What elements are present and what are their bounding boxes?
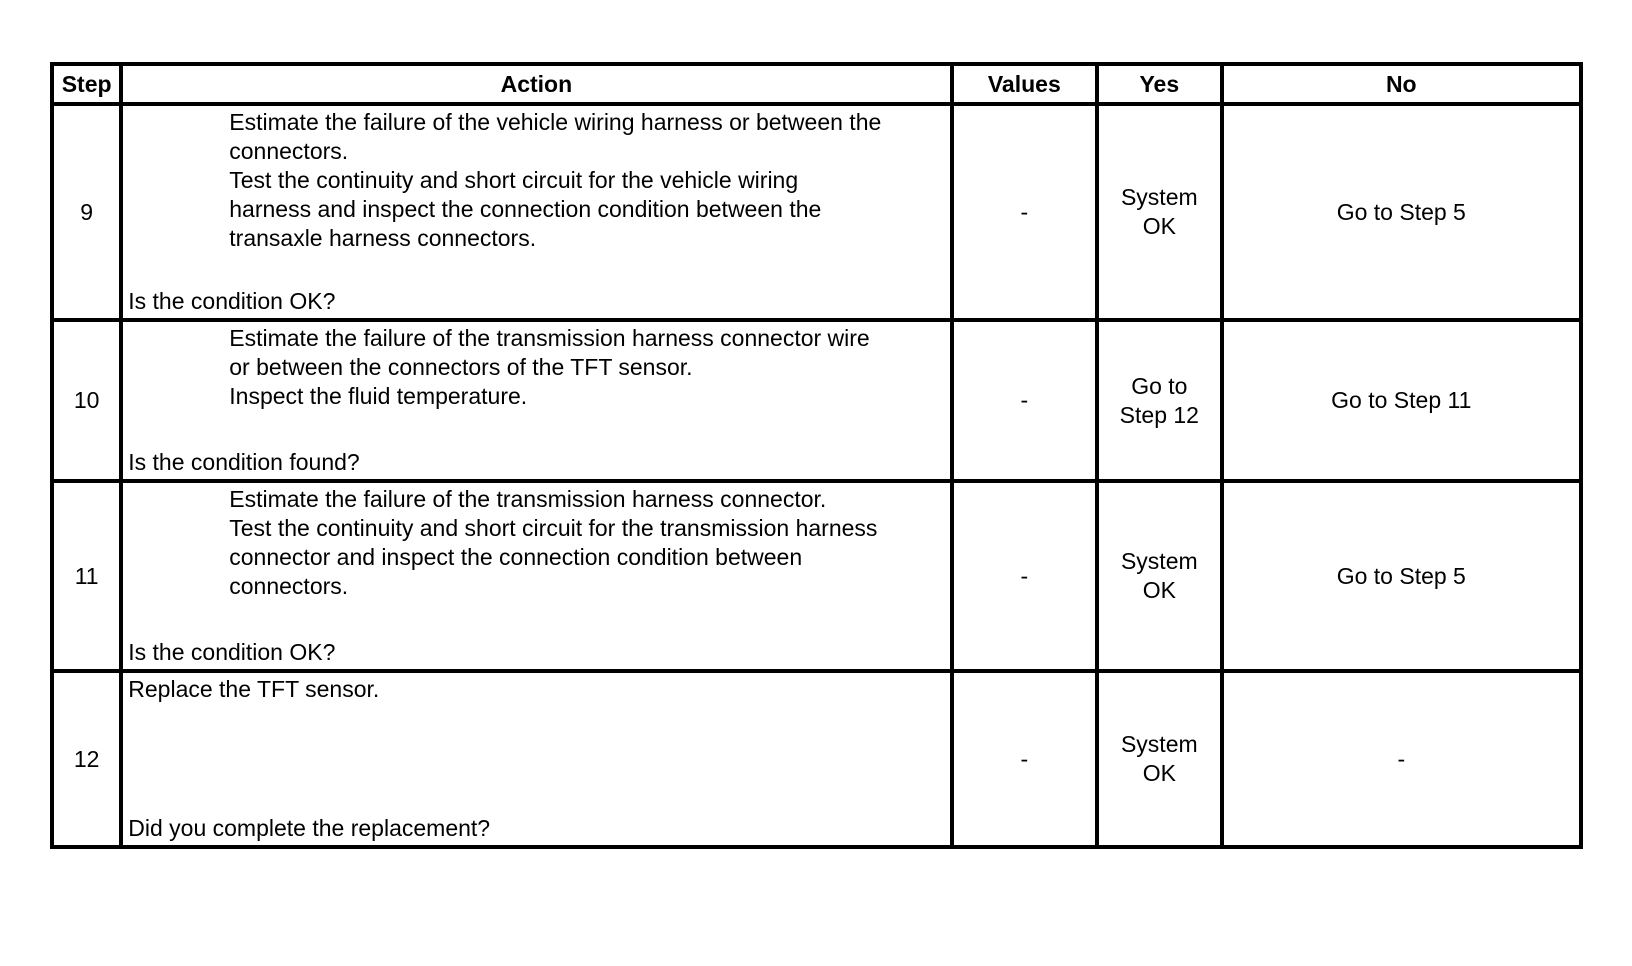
values-cell: - — [952, 104, 1098, 320]
no-cell: Go to Step 5 — [1222, 104, 1581, 320]
action-text: Replace the TFT sensor. — [128, 676, 380, 702]
table-row — [52, 481, 1581, 671]
table-row — [52, 320, 1581, 481]
action-question: Is the condition OK? — [128, 288, 336, 314]
no-cell: Go to Step 5 — [1222, 481, 1581, 671]
action-question: Did you complete the replacement? — [128, 815, 491, 841]
action-cell — [121, 671, 951, 847]
values-cell: - — [952, 481, 1098, 671]
action-cell — [121, 320, 951, 481]
yes-cell: System OK — [1097, 671, 1221, 847]
header-action: Action — [121, 64, 951, 104]
header-yes: Yes — [1097, 64, 1221, 104]
values-cell: - — [952, 671, 1098, 847]
step-number: 9 — [52, 104, 121, 320]
values-cell: - — [952, 320, 1098, 481]
action-cell — [121, 481, 951, 671]
yes-cell: System OK — [1097, 481, 1221, 671]
step-number: 12 — [52, 671, 121, 847]
yes-cell: Go to Step 12 — [1097, 320, 1221, 481]
action-text: Estimate the failure of the transmission harness connector wire or between the connectors of the TFT sensor. Inspect the fluid temperature. — [229, 325, 870, 409]
table-row — [52, 671, 1581, 847]
table-header-row — [52, 64, 1581, 104]
action-text: Estimate the failure of the vehicle wiring harness or between the connectors. Test the continuity and short circuit for the vehicle wiring harness and inspect the connection condition between the transaxle harness connectors. — [229, 109, 882, 251]
no-cell: - — [1222, 671, 1581, 847]
step-number: 10 — [52, 320, 121, 481]
action-cell — [121, 104, 951, 320]
action-text: Estimate the failure of the transmission harness connector. Test the continuity and short circuit for the transmission harness connector and inspect the connection condition between connectors. — [229, 486, 878, 599]
header-no: No — [1222, 64, 1581, 104]
action-question: Is the condition OK? — [128, 639, 336, 665]
header-values: Values — [952, 64, 1098, 104]
action-question: Is the condition found? — [128, 449, 360, 475]
header-step: Step — [52, 64, 121, 104]
no-cell: Go to Step 11 — [1222, 320, 1581, 481]
step-number: 11 — [52, 481, 121, 671]
yes-cell: System OK — [1097, 104, 1221, 320]
diagnostic-table — [50, 62, 1583, 849]
table-row — [52, 104, 1581, 320]
